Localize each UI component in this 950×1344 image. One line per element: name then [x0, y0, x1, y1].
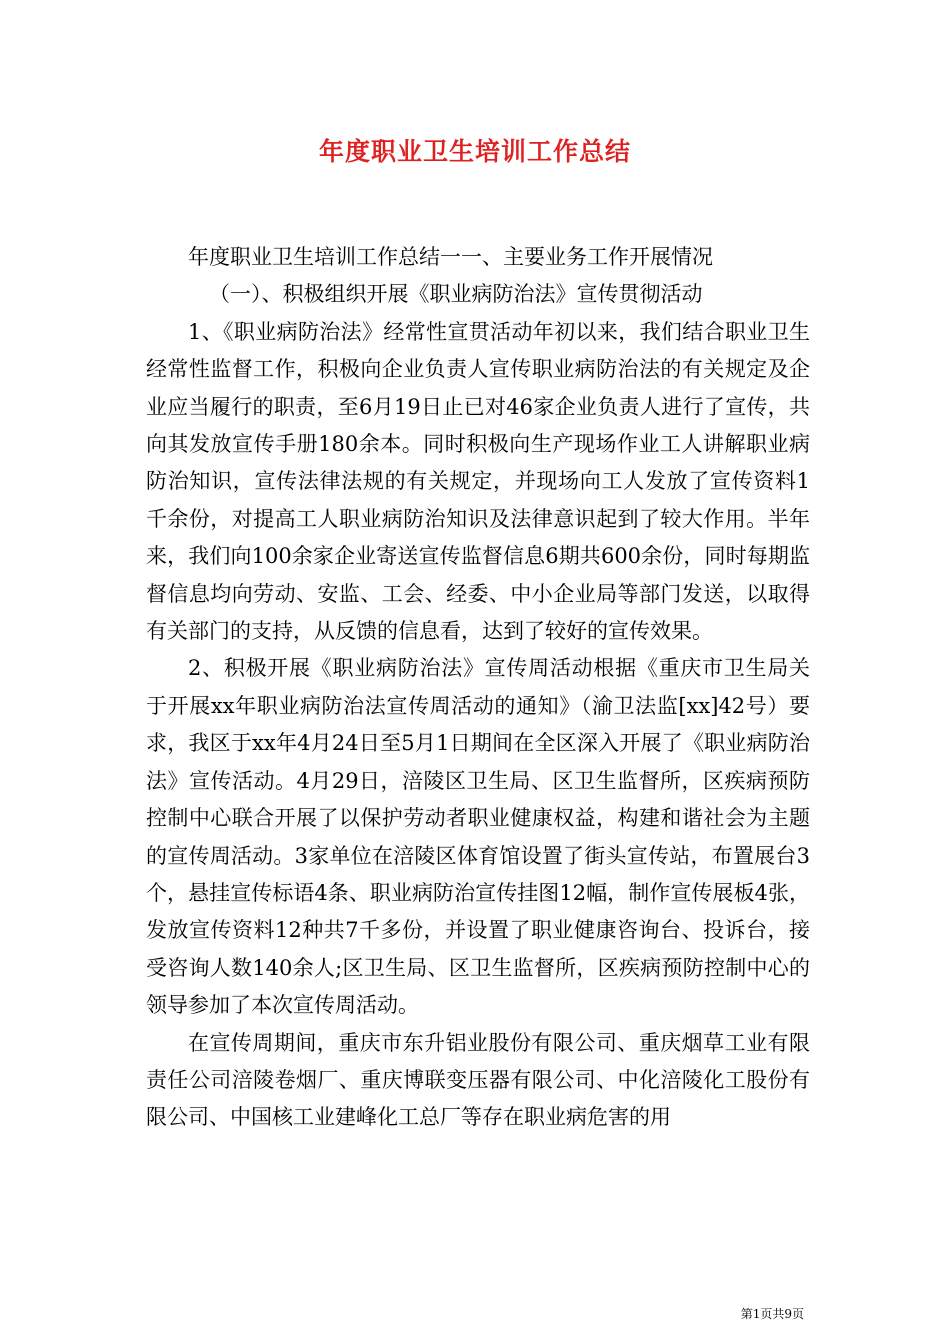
document-body	[146, 239, 810, 1137]
paragraph: 在宣传周期间，重庆市东升铝业股份有限公司、重庆烟草工业有限责任公司涪陵卷烟厂、重庆博联变压器有限公司、中化涪陵化工股份有限公司、中国核工业建峰化工总厂等存在职业病危害的用	[146, 1030, 810, 1130]
document-title: 年度职业卫生培训工作总结	[318, 137, 631, 166]
subsection-heading: （一）、积极组织开展《职业病防治法》宣传贯彻活动	[209, 282, 703, 307]
paragraph: 1、《职业病防治法》经常性宣贯活动年初以来，我们结合职业卫生经常性监督工作，积极向企业负责人宣传职业病防治法的有关规定及企业应当履行的职责，至6月19日止已对46家企业负责人进行了宣传，共向其发放宣传手册180余本。同时积极向生产现场作业工人讲解职业病防治知识，宣传法律法规的有关规定，并现场向工人发放了宣传资料1千余份，对提高工人职业病防治知识及法律意识起到了较大作用。半年来，我们向100余家企业寄送宣传监督信息6期共600余份，同时每期监督信息均向劳动、安监、工会、经委、中小企业局等部门发送，以取得有关部门的支持，从反馈的信息看，达到了较好的宣传效果。	[146, 319, 810, 644]
section-heading: 年度职业卫生培训工作总结一一、主要业务工作开展情况	[188, 245, 713, 269]
paragraph: 2、积极开展《职业病防治法》宣传周活动根据《重庆市卫生局关于开展xx年职业病防治法宣传周活动的通知》（渝卫法监[xx]42号）要求，我区于xx年4月24日至5月1日期间在全区深入开展了《职业病防治法》宣传活动。4月29日，涪陵区卫生局、区卫生监督所，区疾病预防控制中心联合开展了以保护劳动者职业健康权益，构建和谐社会为主题的宣传周活动。3家单位在涪陵区体育馆设置了街头宣传站，布置展台3个，悬挂宣传标语4条、职业病防治宣传挂图12幅，制作宣传展板4张，发放宣传资料12种共7千多份，并设置了职业健康咨询台、投诉台，接受咨询人数140余人;区卫生局、区卫生监督所，区疾病预防控制中心的领导参加了本次宣传周活动。	[146, 656, 810, 1018]
page-number: 第1页共9页	[740, 1307, 804, 1321]
